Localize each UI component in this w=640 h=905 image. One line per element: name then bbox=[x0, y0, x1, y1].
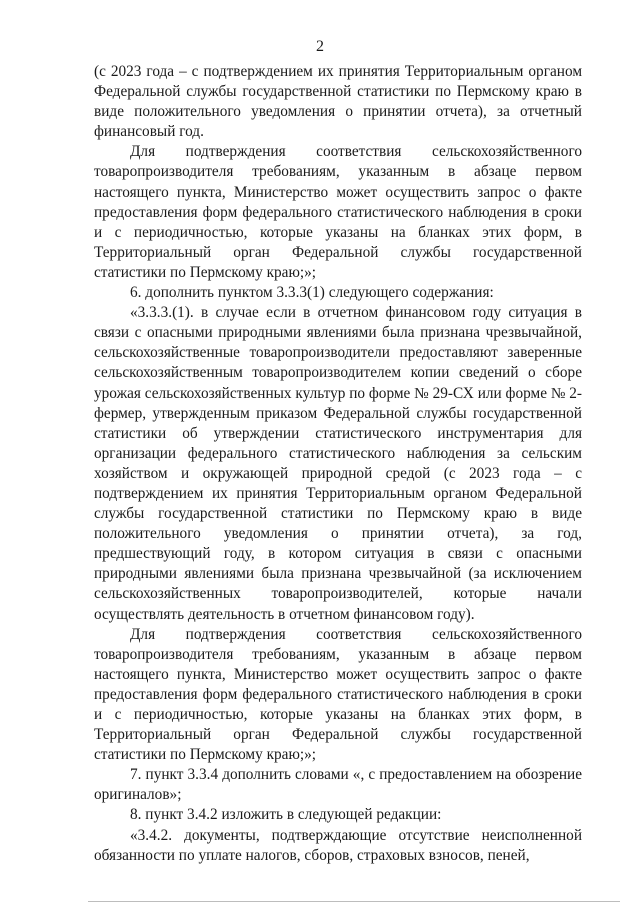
paragraph-confirmation-request: Для подтверждения соответствия сельскохозяйственного товаропроизводителя требованиям, указанным в абзаце первом настоящего пункта, Министерство может осуществить запрос о факте предоставления форм федерального статистического наблюдения в сроки и с периодичностью, которые указаны на бланках этих форм, в Территориальный орган Федеральной службы государственной статистики по Пермскому краю;»; bbox=[94, 143, 582, 281]
paragraph-item-8: 8. пункт 3.4.2 изложить в следующей редакции: bbox=[130, 806, 442, 824]
paragraph-confirmation-request-2: Для подтверждения соответствия сельскохозяйственного товаропроизводителя требованиям, указанным в абзаце первом настоящего пункта, Министерство может осуществить запрос о факте предоставления форм федерального статистического наблюдения в сроки и с периодичностью, которые указаны на бланках этих форм, в Территориальный орган Федеральной службы государственной статистики по Пермскому краю;»; bbox=[94, 625, 582, 764]
paragraph-item-6: 6. дополнить пунктом 3.3.3(1) следующего содержания: bbox=[130, 284, 494, 302]
page-number: 2 bbox=[316, 38, 324, 55]
paragraph-clause-3-4-2: «3.4.2. документы, подтверждающие отсутствие неисполненной обязанности по уплате налогов, сборов, страховых взносов, пеней, bbox=[94, 826, 582, 864]
paragraph-clause-3-3-3-1: «3.3.3.(1). в случае если в отчетном финансовом году ситуация в связи с опасными природными явлениями была признана чрезвычайной, сельскохозяйственные товаропроизводители предоставляют заверенные сельскохозяйственным товаропроизводителем копии сведений о сборе урожая сельскохозяйственных культур по форме № 29-СХ или форме № 2-фермер, утвержденным приказом Федеральной службы государственной статистики об утверждении статистического инструментария для организации федерального статистического наблюдения за сельским хозяйством и окружающей природной средой (с 2023 года – с подтверждением их принятия Территориальным органом Федеральной службы государственной статистики по Пермскому краю в виде положительного уведомления о принятии отчета), за год, предшествующий году, в котором ситуация в связи с опасными природными явлениями была признана чрезвычайной (за исключением сельскохозяйственных товаропроизводителей, которые начали осуществлять деятельность в отчетном финансовом году). bbox=[94, 304, 582, 623]
paragraph-item-7: 7. пункт 3.3.4 дополнить словами «, с предоставлением на обозрение оригиналов»; bbox=[94, 766, 582, 804]
page-bottom-divider bbox=[88, 901, 620, 902]
paragraph-continuation: (с 2023 года – с подтверждением их принятия Территориальным органом Федеральной службы государственной статистики по Пермскому краю в виде положительного уведомления о принятии отчета), за отчетный финансовый год. bbox=[94, 63, 582, 141]
document-body bbox=[94, 62, 582, 866]
